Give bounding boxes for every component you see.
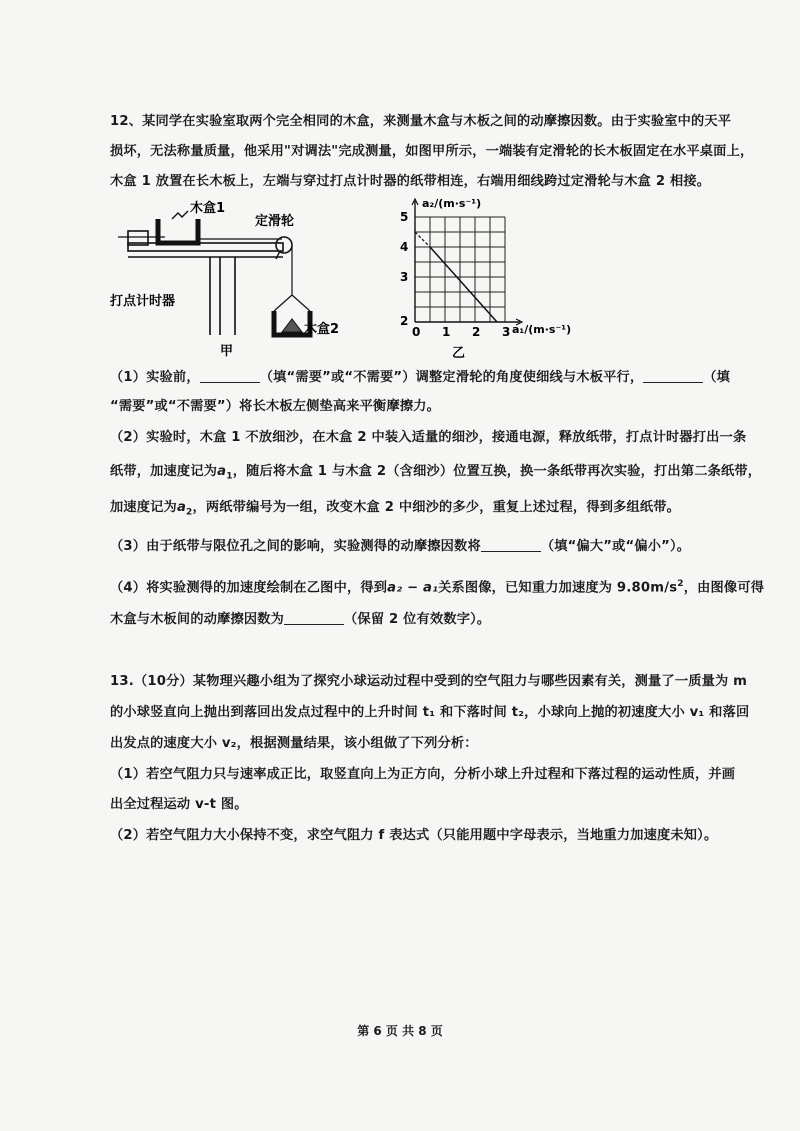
x-tick-1: 1 [442,325,451,339]
q13-part1-line1: （1）若空气阻力只与速率成正比，取竖直向上为正方向，分析小球上升过程和下落过程的运动性质，并画 [110,767,736,782]
label-box1: 木盒1 [190,201,226,216]
sand-in-box2 [282,319,302,332]
caption-yi: 乙 [452,346,466,361]
q12-line2: 损坏，无法称量质量，他采用"对调法"完成测量，如图甲所示，一端装有定滑轮的长木板固定在水平桌面上， [110,144,754,159]
answer-blank-4[interactable] [284,610,344,625]
q13-part2: （2）若空气阻力大小保持不变，求空气阻力 f 表达式（只能用题中字母表示，当地重力加速度未知）。 [110,828,718,843]
q12-line3: 木盒 1 放置在长木板上，左端与穿过打点计时器的纸带相连，右端用细线跨过定滑轮与木盒 2 相接。 [110,174,711,189]
x-tick-0: 0 [412,325,421,339]
q12-part1-line2: “需要”或“不需要”）将长木板左侧垫高来平衡摩擦力。 [110,399,440,414]
answer-blank-3[interactable] [481,537,541,552]
q12-part2-line3: 加速度记为$a_2$，两纸带编号为一组，改变木盒 2 中细沙的多少，重复上述过程，得到多组纸带。 [110,500,681,518]
q12-part2-line1: （2）实验时，木盒 1 不放细沙，在木盒 2 中装入适量的细沙，接通电源，释放纸带，打点计时器打出一条 [110,430,747,445]
figure-yi-graph [390,195,610,365]
data-line [430,247,497,322]
q12-part3: （3）由于纸带与限位孔之间的影响，实验测得的动摩擦因数将 （填“偏大”或“偏小”）。 [110,539,691,554]
box2-hanger [274,295,310,311]
label-timer: 打点计时器 [110,294,176,309]
q12-part4-line2: 木盒与木板间的动摩擦因数为 （保留 2 位有效数字）。 [110,612,491,627]
figure-jia-apparatus [110,195,390,365]
label-pulley: 定滑轮 [255,214,295,229]
q12-part1-line1: （1）实验前， （填“需要”或“不需要”）调整定滑轮的角度使细线与木板平行， （填 [110,370,731,385]
q13-line3: 出发点的速度大小 v₂，根据测量结果，该小组做了下列分析： [110,736,478,751]
label-box2: 木盒2 [304,322,340,337]
pulley-arm [276,251,280,259]
y-tick-3: 3 [400,270,409,284]
long-board [128,243,283,251]
graph-grid [415,217,505,322]
page-footer: 第 6 页 共 8 页 [357,1024,443,1038]
x-tick-2: 2 [472,325,481,339]
x-tick-3: 3 [502,325,511,339]
q13-line1: 13.（10分）某物理兴趣小组为了探究小球运动过程中受到的空气阻力与哪些因素有关，测量了一质量为 m [110,674,748,689]
q12-line1: 12、某同学在实验室取两个完全相同的木盒，来测量木盒与木板之间的动摩擦因数。由于实验室中的天平 [110,114,732,129]
y-axis-label: a₂/(m·s⁻¹) [422,197,482,210]
box1-shape [158,219,198,243]
q13-line2: 的小球竖直向上抛出到落回出发点过程中的上升时间 t₁ 和下落时间 t₂，小球向上抛的初速度大小 v₁ 和落回 [110,705,750,720]
caption-jia: 甲 [220,344,234,359]
y-tick-4: 4 [400,240,409,254]
x-axis-label: a₁/(m·s⁻¹) [512,323,572,336]
box1-hook [172,211,188,219]
data-line-dashed [415,232,430,247]
q12-part2-line2: 纸带，加速度记为$a_1$，随后将木盒 1 与木盒 2（含细沙）位置互换，换一条纸带再次实验，打出第二条纸带， [110,464,762,482]
answer-blank-1[interactable] [200,368,260,383]
pulley-icon [276,237,292,253]
q13-part1-line2: 出全过程运动 v-t 图。 [110,797,248,812]
q12-part4-line1: （4）将实验测得的加速度绘制在乙图中，得到a₂ − a₁关系图像，已知重力加速度为 $9.80m/s^2$，由图像可得 [110,579,765,596]
y-tick-2: 2 [400,314,409,328]
y-tick-5: 5 [400,210,409,224]
answer-blank-2[interactable] [643,368,703,383]
